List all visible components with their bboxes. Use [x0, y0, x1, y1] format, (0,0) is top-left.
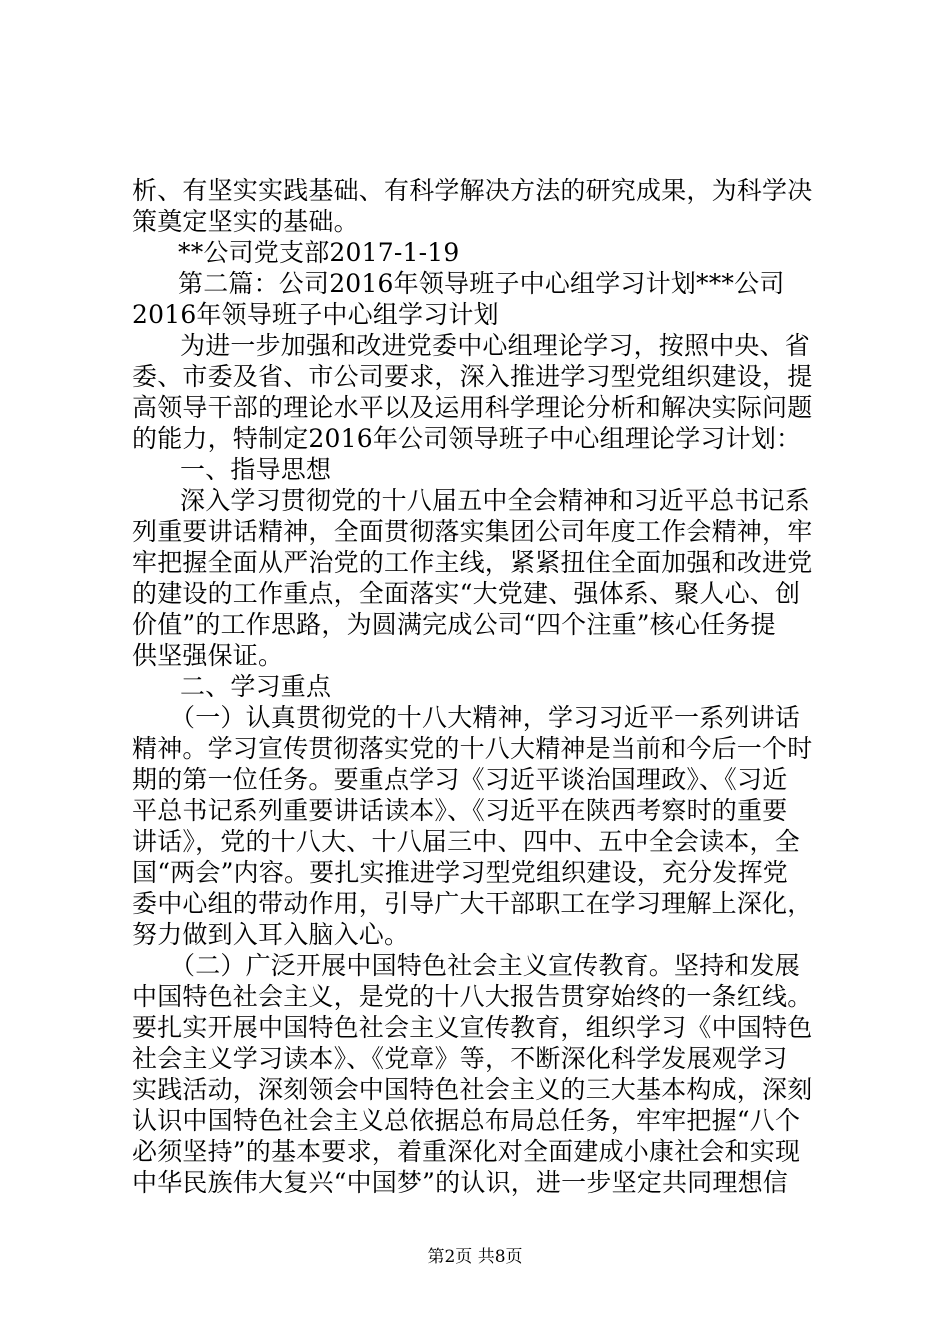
section-heading-line-2: 2016年领导班子中心组学习计划 [132, 300, 499, 329]
text-line-25: 努力做到入耳入脑入心。 [132, 920, 410, 949]
text-line-30: 实践活动，深刻领会中国特色社会主义的三大基本构成，深刻 [132, 1075, 813, 1104]
text-line-13: 牢把握全面从严治党的工作主线，紧紧扭住全面加强和改进党 [132, 548, 813, 577]
text-line-24: 委中心组的带动作用，引导广大干部职工在学习理解上深化， [132, 889, 813, 918]
text-line-22: 讲话》，党的十八大、十八届三中、四中、五中全会读本，全 [132, 827, 800, 856]
text-line-31: 认识中国特色社会主义总依据总布局总任务，牢牢把握“八个 [132, 1106, 801, 1135]
text-line-19: 精神。学习宣传贯彻落实党的十八大精神是当前和今后一个时 [132, 734, 813, 763]
text-line-33: 中华民族伟大复兴“中国梦”的认识，进一步坚定共同理想信 [132, 1168, 788, 1197]
text-line-11: 深入学习贯彻党的十八届五中全会精神和习近平总书记系 [180, 486, 811, 515]
text-line-26: （二）广泛开展中国特色社会主义宣传教育。坚持和发展 [170, 951, 801, 980]
page-number-footer: 第2页 共8页 [427, 1247, 523, 1267]
text-line-2: 策奠定坚实的基础。 [132, 207, 359, 236]
text-line-15: 价值”的工作思路，为圆满完成公司“四个注重”核心任务提 [132, 610, 776, 639]
heading-guiding-thought: 一、指导思想 [180, 455, 332, 484]
text-line-7: 委、市委及省、市公司要求，深入推进学习型党组织建设，提 [132, 362, 813, 391]
text-line-32: 必须坚持”的基本要求，着重深化对全面建成小康社会和实现 [132, 1137, 801, 1166]
text-line-14: 的建设的工作重点，全面落实“大党建、强体系、聚人心、创 [132, 579, 801, 608]
signature-line: **公司党支部2017-1-19 [178, 238, 460, 267]
text-line-29: 社会主义学习读本》、《党章》等，不断深化科学发展观学习 [132, 1044, 788, 1073]
text-line-9: 的能力，特制定2016年公司领导班子中心组理论学习计划： [132, 424, 802, 453]
text-line-27: 中国特色社会主义，是党的十八大报告贯穿始终的一条红线。 [132, 982, 813, 1011]
text-line-23: 国“两会”内容。要扎实推进学习型党组织建设，充分发挥党 [132, 858, 788, 887]
text-line-28: 要扎实开展中国特色社会主义宣传教育，组织学习《中国特色 [132, 1013, 813, 1042]
text-line-20: 期的第一位任务。要重点学习《习近平谈治国理政》、《习近 [132, 765, 788, 794]
section-heading-line-1: 第二篇：公司2016年领导班子中心组学习计划***公司 [178, 269, 785, 298]
text-line-16: 供坚强保证。 [132, 641, 284, 670]
text-line-21: 平总书记系列重要讲话读本》、《习近平在陕西考察时的重要 [132, 796, 788, 825]
text-line-6: 为进一步加强和改进党委中心组理论学习，按照中央、省 [180, 331, 811, 360]
text-line-1: 析、有坚实实践基础、有科学解决方法的研究成果，为科学决 [132, 176, 813, 205]
text-line-12: 列重要讲话精神，全面贯彻落实集团公司年度工作会精神，牢 [132, 517, 813, 546]
text-line-18: （一）认真贯彻党的十八大精神，学习习近平一系列讲话 [170, 703, 801, 732]
text-line-8: 高领导干部的理论水平以及运用科学理论分析和解决实际问题 [132, 393, 813, 422]
heading-study-focus: 二、学习重点 [180, 672, 332, 701]
